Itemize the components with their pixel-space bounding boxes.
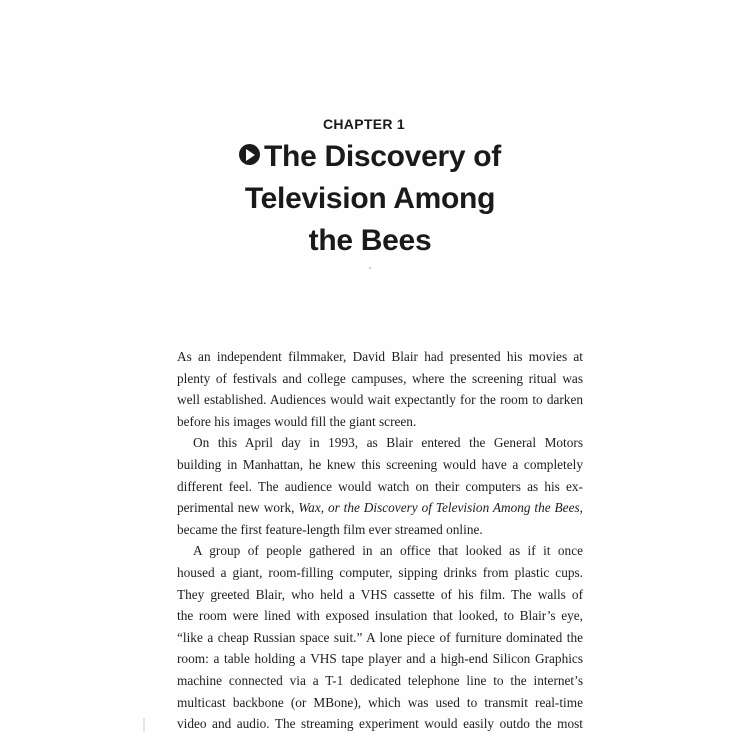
chapter-title-line-3: the Bees — [308, 224, 432, 257]
chapter-title — [200, 136, 540, 262]
chapter-title-line-1 — [200, 136, 540, 178]
text-line-italic-title: perimental new work, Wax, or the Discovery of Television Among the Bees, — [177, 500, 583, 516]
text-line: room: a table holding a VHS tape player and a high-end Silicon Graphics — [177, 651, 583, 667]
text-line: before his images would fill the giant screen. — [177, 413, 417, 429]
text-line: A group of people gathered in an office that looked as if it once — [193, 543, 583, 559]
decorative-dot — [369, 267, 371, 269]
text-line: different feel. The audience would watch on their computers as his ex- — [177, 478, 583, 494]
chapter-title-text-1: The Discovery of — [264, 140, 501, 173]
paragraph-1 — [177, 346, 583, 432]
body-text — [177, 346, 583, 735]
text-line: machine connected via a T-1 dedicated telephone line to the internet’s — [177, 672, 583, 688]
text-line: became the first feature-length film ever streamed online. — [177, 521, 483, 537]
text-line: As an independent filmmaker, David Blair had presented his movies at — [177, 349, 583, 364]
chapter-label: CHAPTER 1 — [322, 116, 406, 132]
text-line: the room were lined with exposed insulation that looked, to Blair’s eye, — [177, 608, 583, 624]
text-line: building in Manhattan, he knew this screening would have a completely — [177, 456, 583, 472]
paragraph-3 — [177, 540, 583, 734]
paragraph-2 — [177, 432, 583, 540]
chapter-title-line-2: Television Among — [244, 182, 496, 215]
text-line: multicast backbone (or MBone), which was used to transmit real-time — [177, 694, 583, 710]
text-line: “like a cheap Russian space suit.” A lone piece of furniture dominated the — [177, 629, 583, 645]
text-line: plenty of festivals and college campuses, where the screening ritual was — [177, 370, 583, 386]
text-line: housed a giant, room-filling computer, sipping drinks from plastic cups. — [177, 564, 583, 580]
text-line: They greeted Blair, who held a VHS cassette of his film. The walls of — [177, 586, 583, 602]
page-edge-mark — [143, 718, 145, 732]
play-circle-icon — [239, 144, 260, 165]
text-line: well established. Audiences would wait expectantly for the room to darken — [177, 392, 583, 408]
film-title: Wax, or the Discovery of Television Among the Bees — [298, 500, 580, 516]
text-line: On this April day in 1993, as Blair entered the General Motors — [193, 435, 583, 451]
text-line: video and audio. The streaming experiment would easily outdo the most — [177, 716, 583, 732]
